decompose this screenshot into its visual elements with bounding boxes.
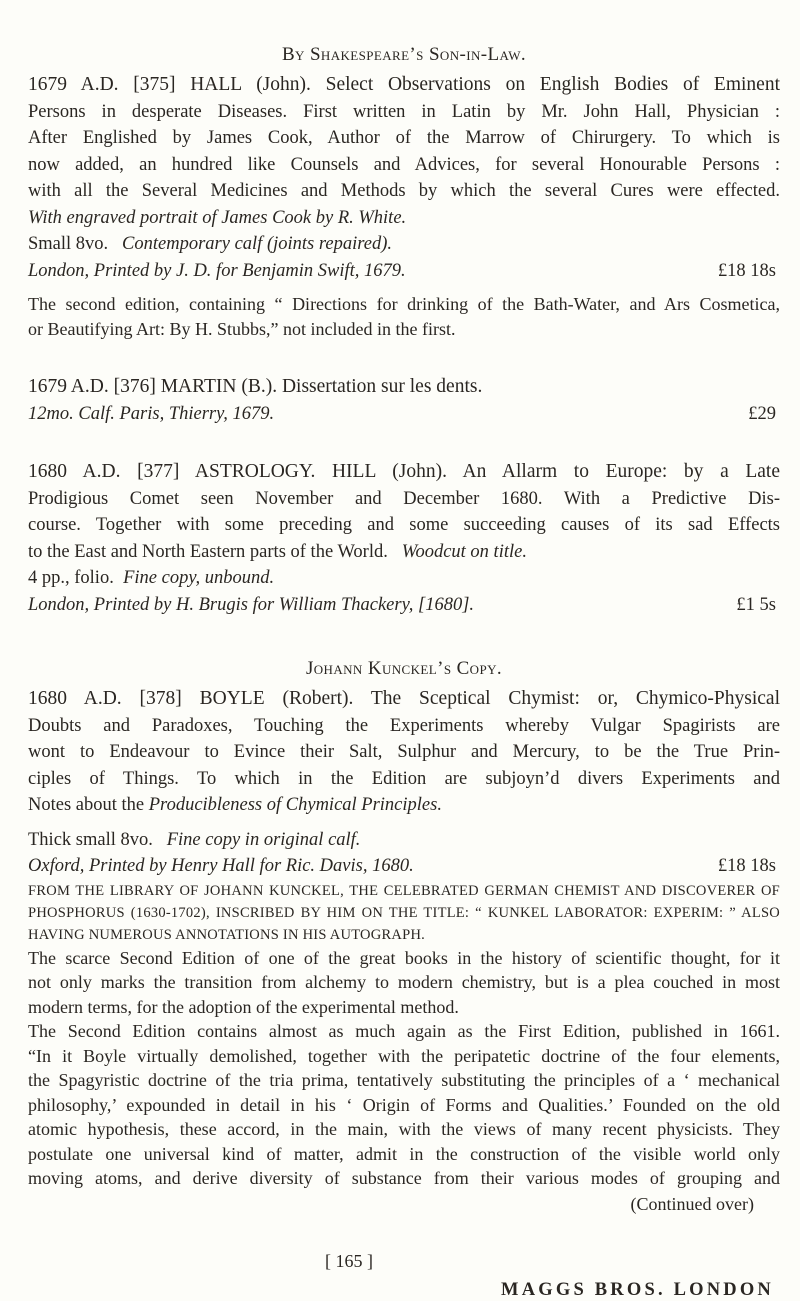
section-heading-shakespeare: By Shakespeare’s Son-in-Law. <box>281 44 527 65</box>
entry-text-line: ciples of Things. To which in the Edition are subjoyn’d divers Experiments and <box>28 768 780 789</box>
catalogue-page <box>28 14 780 1301</box>
entry-text-line: now added, an hundred like Counsels and Advices, for several Honourable Persons : <box>28 154 780 175</box>
entry-text-line: Doubts and Paradoxes, Touching the Experiments whereby Vulgar Spagirists are <box>28 715 780 736</box>
entry-text-line <box>28 539 780 566</box>
description-line: atomic hypothesis, these accord, in the main, with the views of many recent physicists. They <box>28 1119 780 1139</box>
entry-imprint: London, Printed by H. Brugis for William Thackery, [1680]. <box>28 594 475 615</box>
provenance-line: HAVING NUMEROUS ANNOTATIONS IN HIS AUTOGRAPH. <box>28 926 426 943</box>
entry-note-line: or Beautifying Art: By H. Stubbs,” not included in the first. <box>28 319 456 339</box>
entry-text-line: Prodigious Comet seen November and December 1680. With a Predictive Dis- <box>28 488 780 509</box>
entry-imprint: London, Printed by J. D. for Benjamin Swift, 1679. <box>28 260 406 281</box>
entry-price: £18 18s <box>717 260 776 281</box>
entry-imprint: Oxford, Printed by Henry Hall for Ric. Davis, 1680. <box>28 856 414 876</box>
format-binding: Fine copy in original calf. <box>166 829 361 850</box>
entry-imprint-row <box>28 401 780 428</box>
description-line: philosophy,’ expounded in detail in his ‘ Origin of Forms and Qualities.’ Founded on the old <box>28 1094 780 1115</box>
publisher-imprint: MAGGS BROS. LONDON <box>501 1279 774 1300</box>
entry-price: £29 <box>748 403 776 424</box>
entry-text-line: course. Together with some preceding and some succeeding causes of its sad Effects <box>28 515 780 535</box>
entry-title-line: 1679 A.D. [375] HALL (John). Select Observations on English Bodies of Eminent <box>28 74 780 95</box>
entry-title-line: 1680 A.D. [378] BOYLE (Robert). The Sceptical Chymist: or, Chymico-Physical <box>28 688 780 709</box>
continued-note: (Continued over) <box>630 1193 754 1214</box>
description-line: The Second Edition contains almost as much again as the First Edition, published in 1661. <box>28 1021 780 1041</box>
entry-illustration-note: With engraved portrait of James Cook by R. White. <box>28 207 407 228</box>
section-heading-kunckel: Johann Kunckel’s Copy. <box>305 658 503 679</box>
entry-format <box>28 827 780 854</box>
entry-imprint-row <box>28 592 780 619</box>
entry-illustration-note: Woodcut on title. <box>401 541 527 562</box>
entry-text-line: After Englished by James Cook, Author of the Marrow of Chirurgery. To which is <box>28 128 780 148</box>
entry-note-line: The second edition, containing “ Directions for drinking of the Bath-Water, and Ars Cosmetica, <box>28 294 780 314</box>
description-line: modern terms, for the adoption of the experimental method. <box>28 996 459 1017</box>
description-line: postulate one universal kind of matter, admit in the construction of the visible world only <box>28 1143 780 1164</box>
provenance-line: PHOSPHORUS (1630-1702), INSCRIBED BY HIM ON THE TITLE: “ KUNKEL LABORATOR: EXPERIM: ” ALSO <box>28 904 780 921</box>
entry-376-martin <box>28 374 780 427</box>
page-number: [ 165 ] <box>325 1250 373 1271</box>
description-line: the Spagyristic doctrine of the tria prima, tentatively substituting the principles of a ‘ mechanical <box>28 1070 780 1090</box>
description-line: “In it Boyle virtually demolished, together with the peripatetic doctrine of the four elements, <box>28 1045 780 1066</box>
format-size: 4 pp., folio. <box>28 568 114 588</box>
entry-text-line: Persons in desperate Diseases. First written in Latin by Mr. John Hall, Physician : <box>28 101 780 122</box>
entry-377-hill <box>28 459 780 618</box>
entry-price: £18 18s <box>717 856 776 876</box>
entry-price: £1 5s <box>736 594 776 615</box>
entry-text-line: wont to Endeavour to Evince their Salt, Sulphur and Mercury, to be the True Prin- <box>28 742 780 762</box>
description-line: not only marks the transition from alchemy to modern chemistry, but is a plea couched in most <box>28 972 780 992</box>
format-condition: Fine copy, unbound. <box>123 568 275 588</box>
entry-imprint: 12mo. Calf. Paris, Thierry, 1679. <box>28 403 275 424</box>
entry-text-line <box>28 792 780 819</box>
format-size: Small 8vo. <box>28 234 109 254</box>
entry-text: to the East and North Eastern parts of the World. <box>28 541 388 562</box>
entry-text: Notes about the <box>28 795 145 815</box>
entry-title-line: 1680 A.D. [377] ASTROLOGY. HILL (John). An Allarm to Europe: by a Late <box>28 461 780 482</box>
entry-375-hall <box>28 72 780 342</box>
description-line: The scarce Second Edition of one of the great books in the history of scientific thought, for it <box>28 947 780 968</box>
entry-text-line: with all the Several Medicines and Methods by which the several Cures were effected. <box>28 181 780 201</box>
entry-format <box>28 565 780 592</box>
format-size: Thick small 8vo. <box>28 829 153 850</box>
entry-imprint-row <box>28 258 780 285</box>
description-line: moving atoms, and derive diversity of substance from their various modes of grouping and <box>28 1168 780 1188</box>
entry-text-italic: Producibleness of Chymical Principles. <box>148 795 442 815</box>
entry-title-line: 1679 A.D. [376] MARTIN (B.). Dissertation sur les dents. <box>28 376 483 397</box>
entry-format <box>28 231 780 258</box>
entry-imprint-row <box>28 853 780 880</box>
entry-378-boyle <box>28 686 780 1217</box>
provenance-line: FROM THE LIBRARY OF JOHANN KUNCKEL, THE CELEBRATED GERMAN CHEMIST AND DISCOVERER OF <box>28 882 780 899</box>
format-binding: Contemporary calf (joints repaired). <box>122 234 392 254</box>
